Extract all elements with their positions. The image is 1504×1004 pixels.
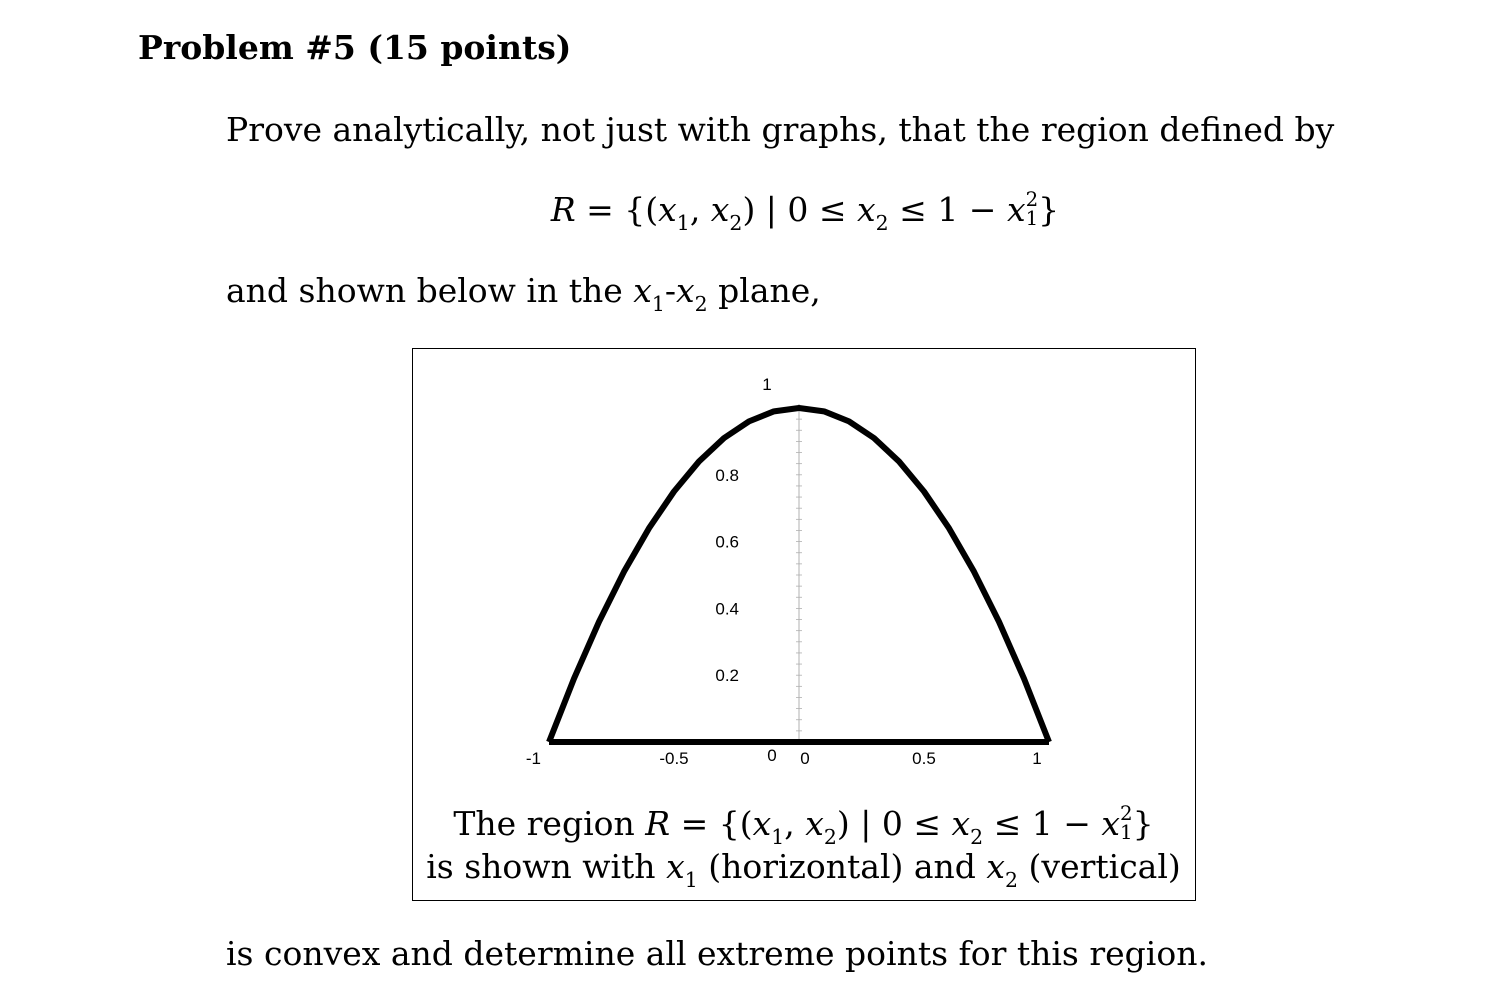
figure-box — [412, 348, 1196, 901]
intro-paragraph: Prove analytically, not just with graphs, that the region defined by — [226, 110, 1335, 149]
x-tick-label: -1 — [525, 749, 541, 768]
problem-title: Problem #5 (15 points) — [138, 28, 572, 67]
figure-caption-line-2: is shown with $x_1$ (horizontal) and $x_2$ (vertical) — [426, 847, 1181, 892]
y-tick-label: 0.6 — [715, 532, 739, 552]
x-tick-label: 0 — [800, 749, 810, 768]
y-tick-label: 0 — [767, 746, 777, 765]
conclusion-paragraph: is convex and determine all extreme points for this region. — [226, 934, 1208, 973]
region-plot — [413, 349, 1194, 789]
y-tick-label: 1 — [762, 375, 772, 394]
y-tick-label: 0.2 — [715, 666, 739, 686]
x-tick-label: -0.5 — [659, 749, 689, 768]
plane-description: and shown below in the $x_1-x_2$ plane, — [226, 271, 821, 316]
figure-caption-line-1: The region $R = \{(x_1$, $x_2$) | $0 \le x_2 \le 1 - x$ 2 1 } — [453, 802, 1154, 849]
y-tick-label: 0.4 — [715, 599, 739, 619]
x-tick-label: 0.5 — [912, 749, 936, 768]
y-tick-label: 0.8 — [715, 465, 739, 485]
x-tick-label: 1 — [1032, 749, 1042, 768]
region-symbol: R — [550, 190, 576, 229]
region-definition-equation: $R = \{(x_1$, $x_2$) | $0 \le x_2 \le 1 - x$ 2 1 } — [550, 188, 1060, 235]
